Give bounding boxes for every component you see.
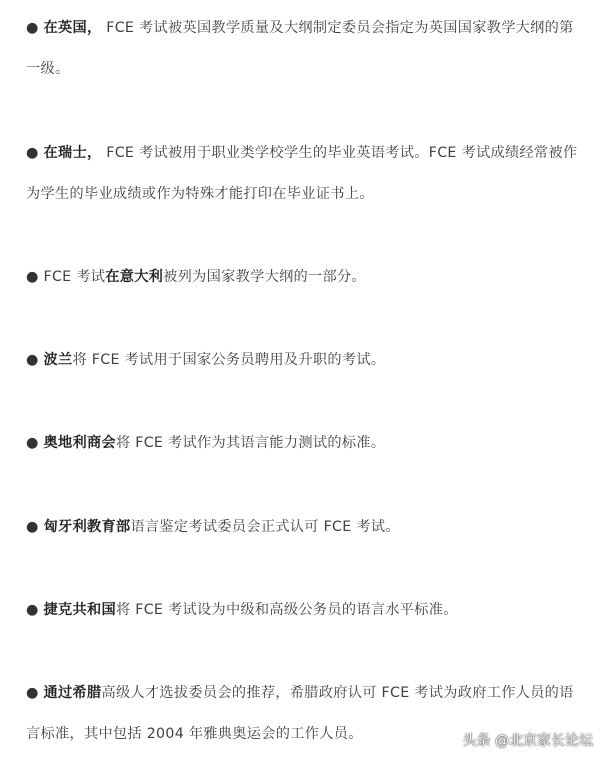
item-prefix: FCE 考试 <box>43 269 106 285</box>
item-heading: 通过希腊 <box>43 685 102 701</box>
item-heading: 波兰 <box>43 352 73 368</box>
item-text: 高级人才选拔委员会的推荐，希腊政府认可 FCE 考试为政府工作人员的语言标准，其中包括 2004 年雅典奥运会的工作人员。 <box>26 685 574 742</box>
item-text: 被列为国家教学大纲的一部分。 <box>163 269 366 285</box>
bullet-icon: ● <box>26 20 39 36</box>
item-heading: 在瑞士， <box>43 145 102 161</box>
item-text: 将 FCE 考试设为中级和高级公务员的语言水平标准。 <box>115 602 458 618</box>
list-item <box>26 507 582 548</box>
list-item <box>26 133 582 215</box>
item-text: FCE 考试被用于职业类学校学生的毕业英语考试。FCE 考试成绩经常被作为学生的毕业成绩或作为特殊才能打印在毕业证书上。 <box>26 145 578 202</box>
item-text: FCE 考试被英国教学质量及大纲制定委员会指定为英国国家教学大纲的第一级。 <box>26 20 574 77</box>
item-heading: 在英国， <box>43 20 102 36</box>
item-heading: 匈牙利教育部 <box>43 519 131 535</box>
list-item <box>26 590 582 631</box>
list-item <box>26 8 582 90</box>
bullet-icon: ● <box>26 685 39 701</box>
item-heading: 捷克共和国 <box>43 602 116 618</box>
item-heading: 奥地利商会 <box>43 435 116 451</box>
bullet-icon: ● <box>26 519 39 535</box>
item-heading: 在意大利 <box>105 269 164 285</box>
bullet-icon: ● <box>26 352 39 368</box>
item-text: 将 FCE 考试作为其语言能力测试的标准。 <box>115 435 386 451</box>
list-item <box>26 257 582 298</box>
item-text: 将 FCE 考试用于国家公务员聘用及升职的考试。 <box>72 352 386 368</box>
list-item <box>26 340 582 381</box>
bullet-icon: ● <box>26 602 39 618</box>
bullet-icon: ● <box>26 435 39 451</box>
bullet-icon: ● <box>26 269 39 285</box>
watermark: 头条 @北京家长论坛 <box>462 733 593 749</box>
item-text: 语言鉴定考试委员会正式认可 FCE 考试。 <box>130 519 400 535</box>
bullet-icon: ● <box>26 145 39 161</box>
list-item <box>26 423 582 464</box>
